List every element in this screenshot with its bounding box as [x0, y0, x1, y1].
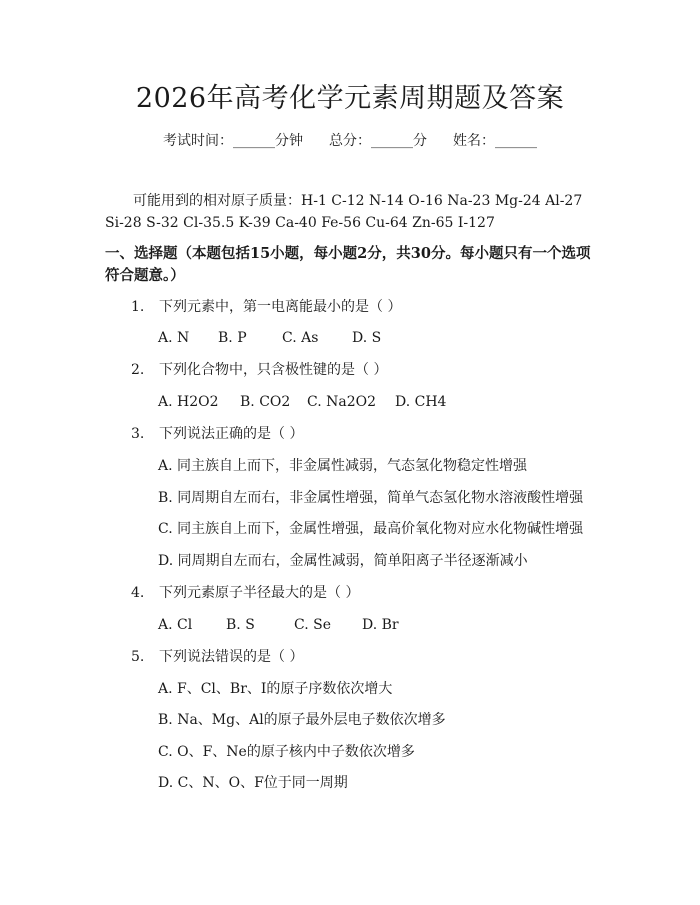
- option-row: [158, 328, 381, 348]
- question-stem: [131, 583, 359, 603]
- question-text: 下列说法正确的是（ ）: [159, 426, 304, 442]
- question-number: 4.: [131, 585, 145, 601]
- option-c: C. As: [282, 330, 319, 346]
- option-a: A. F、Cl、Br、I的原子序数依次增大: [158, 681, 393, 697]
- question-stem: [131, 297, 401, 317]
- option-d: D. C、N、O、F位于同一周期: [158, 775, 348, 791]
- question-text: 下列化合物中，只含极性键的是（ ）: [159, 362, 388, 378]
- option-row: [158, 392, 446, 412]
- question-stem: [131, 424, 303, 444]
- exam-meta: [0, 131, 700, 151]
- option-c: C. Na2O2: [307, 394, 377, 410]
- option-a: A. H2O2: [158, 394, 219, 410]
- name-field: 姓名：______: [453, 133, 537, 149]
- question-number: 3.: [131, 426, 145, 442]
- option-c: C. 同主族自上而下，金属性增强，最高价氧化物对应水化物碱性增强: [158, 521, 584, 537]
- option-row: [158, 615, 399, 635]
- option-d: D. S: [352, 330, 382, 346]
- question-text: 下列元素原子半径最大的是（ ）: [159, 585, 360, 601]
- question-number: 2.: [131, 362, 145, 378]
- question-stem: [131, 360, 387, 380]
- option-a: A. N: [158, 330, 190, 346]
- exam-time-field: 考试时间：______分钟: [163, 133, 303, 149]
- total-score-field: 总分：______分: [329, 133, 427, 149]
- atomic-masses-note: 可能用到的相对原子质量：H-1 C-12 N-14 O-16 Na-23 Mg-24 Al-27 Si-28 S-32 Cl-35.5 K-39 Ca-40 Fe-56 Cu-64 Zn-65 I-127: [105, 193, 583, 231]
- option-c: C. O、F、Ne的原子核内中子数依次增多: [158, 744, 415, 760]
- question-number: 1.: [131, 299, 145, 315]
- option-b: B. S: [226, 617, 255, 633]
- option-c: C. Se: [294, 617, 331, 633]
- option-b: B. P: [218, 330, 247, 346]
- option-b: B. 同周期自左而右，非金属性增强，简单气态氢化物水溶液酸性增强: [158, 490, 584, 506]
- question-stem: [131, 647, 303, 667]
- option-b: B. CO2: [240, 394, 291, 410]
- option-a: A. 同主族自上而下，非金属性减弱，气态氢化物稳定性增强: [158, 458, 528, 474]
- option-a: A. Cl: [158, 617, 193, 633]
- question-text: 下列元素中，第一电离能最小的是（ ）: [159, 299, 402, 315]
- option-d: D. Br: [362, 617, 399, 633]
- section-heading: 一、选择题（本题包括15小题，每小题2分，共30分。每小题只有一个选项符合题意。）: [105, 245, 591, 284]
- option-b: B. Na、Mg、Al的原子最外层电子数依次增多: [158, 712, 446, 728]
- question-text: 下列说法错误的是（ ）: [159, 649, 304, 665]
- page-title: 2026年高考化学元素周期题及答案: [135, 83, 565, 114]
- option-d: D. 同周期自左而右，金属性减弱，简单阳离子半径逐渐减小: [158, 553, 528, 569]
- question-number: 5.: [131, 649, 145, 665]
- option-d: D. CH4: [395, 394, 447, 410]
